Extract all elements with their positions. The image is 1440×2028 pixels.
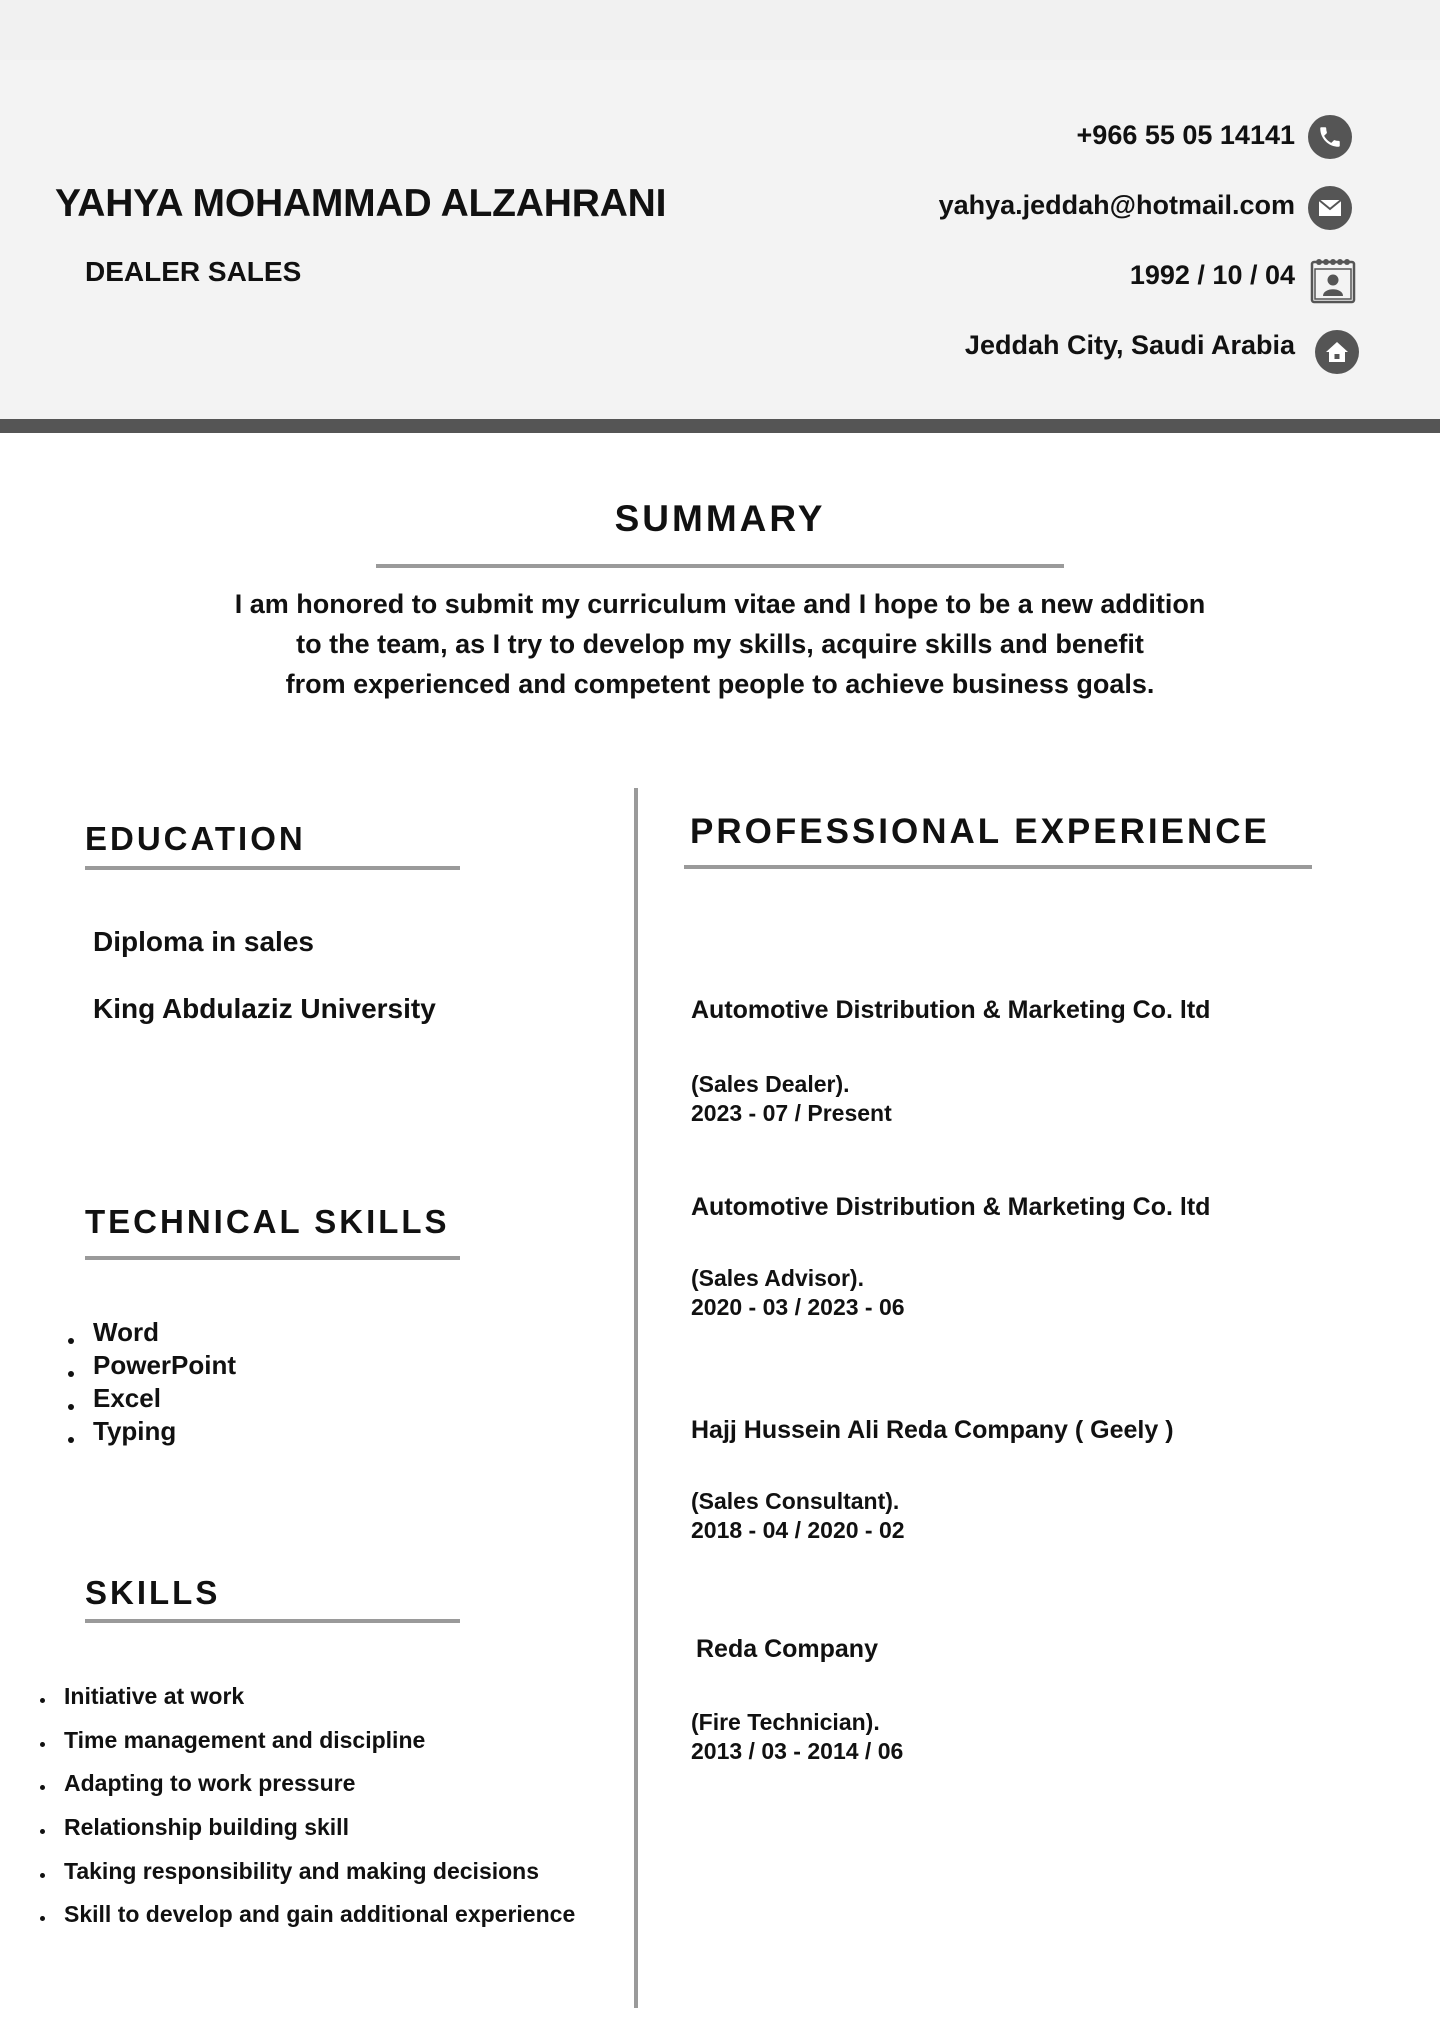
job-title: DEALER SALES [85, 256, 302, 287]
phone-icon [1308, 115, 1352, 159]
list-item: PowerPoint [60, 1349, 236, 1382]
mail-icon [1308, 186, 1352, 230]
bullet-icon [68, 1404, 74, 1410]
list-item: Initiative at work [30, 1680, 575, 1724]
list-item: Typing [60, 1415, 236, 1448]
technical-skills-rule [85, 1256, 460, 1260]
education-heading: EDUCATION [85, 820, 306, 857]
summary-rule [376, 564, 1064, 568]
bullet-icon [40, 1742, 45, 1747]
experience-company: Hajj Hussein Ali Reda Company ( Geely ) [691, 1416, 1174, 1444]
bullet-icon [40, 1916, 45, 1921]
experience-dates: 2013 / 03 - 2014 / 06 [691, 1738, 904, 1764]
contact-address: Jeddah City, Saudi Arabia [964, 330, 1295, 360]
skills-list [30, 1680, 575, 1942]
header-background [0, 60, 1440, 419]
skills-heading: SKILLS [85, 1574, 221, 1611]
list-item: Time management and discipline [30, 1724, 575, 1768]
experience-company: Automotive Distribution & Marketing Co. ltd [691, 1193, 1211, 1221]
list-item: Skill to develop and gain additional experience [30, 1898, 575, 1942]
summary-line: I am honored to submit my curriculum vitae and I hope to be a new addition [234, 589, 1206, 619]
bullet-icon [68, 1437, 74, 1443]
summary-line: from experienced and competent people to achieve business goals. [285, 669, 1155, 699]
summary-line: to the team, as I try to develop my skills, acquire skills and benefit [296, 629, 1144, 659]
contact-birthdate: 1992 / 10 / 04 [1129, 260, 1295, 290]
bullet-icon [40, 1873, 45, 1878]
experience-dates: 2018 - 04 / 2020 - 02 [691, 1517, 905, 1543]
education-institution: King Abdulaziz University [93, 993, 436, 1024]
experience-role: (Sales Dealer). [691, 1071, 850, 1097]
experience-heading: PROFESSIONAL EXPERIENCE [690, 812, 1270, 851]
list-item: Taking responsibility and making decisions [30, 1855, 575, 1899]
contact-phone: +966 55 05 14141 [1076, 120, 1295, 150]
header-top-strip [0, 0, 1440, 60]
bullet-icon [68, 1371, 74, 1377]
bullet-icon [40, 1698, 45, 1703]
bullet-icon [68, 1338, 74, 1344]
home-icon [1315, 330, 1359, 374]
education-rule [85, 866, 460, 870]
list-item: Relationship building skill [30, 1811, 575, 1855]
contact-email[interactable]: yahya.jeddah@hotmail.com [938, 190, 1295, 220]
experience-role: (Fire Technician). [691, 1709, 880, 1735]
bullet-icon [40, 1829, 45, 1834]
column-divider [634, 788, 638, 2008]
experience-company: Automotive Distribution & Marketing Co. ltd [691, 996, 1211, 1024]
list-item: Adapting to work pressure [30, 1767, 575, 1811]
skills-rule [85, 1619, 460, 1623]
technical-skills-list [60, 1316, 236, 1448]
list-item: Excel [60, 1382, 236, 1415]
experience-company: Reda Company [696, 1635, 878, 1663]
experience-dates: 2023 - 07 / Present [691, 1100, 892, 1126]
bullet-icon [40, 1785, 45, 1790]
header-divider-bar [0, 419, 1440, 433]
candidate-name: YAHYA MOHAMMAD ALZAHRANI [55, 182, 667, 225]
technical-skills-heading: TECHNICAL SKILLS [85, 1203, 450, 1240]
experience-role: (Sales Advisor). [691, 1265, 864, 1291]
education-degree: Diploma in sales [93, 926, 314, 957]
summary-heading: SUMMARY [614, 498, 826, 539]
experience-rule [684, 865, 1312, 869]
summary-text [120, 584, 1320, 704]
list-item: Word [60, 1316, 236, 1349]
experience-dates: 2020 - 03 / 2023 - 06 [691, 1294, 905, 1320]
experience-role: (Sales Consultant). [691, 1488, 900, 1514]
calendar-person-icon [1310, 256, 1356, 304]
